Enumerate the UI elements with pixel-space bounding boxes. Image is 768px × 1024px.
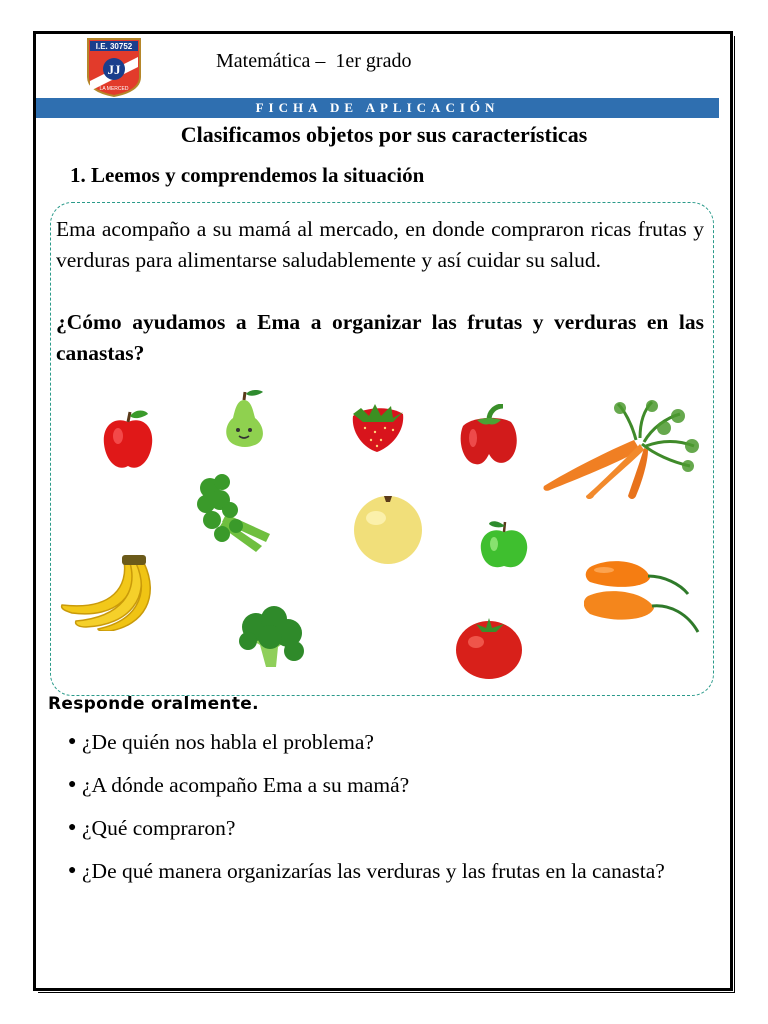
apple-icon <box>100 408 156 474</box>
question-text: ¿Qué compraron? <box>82 816 236 840</box>
logo-name-text: LA MERCED <box>99 86 129 92</box>
question-text: ¿A dónde acompaño Ema a su mamá? <box>82 773 410 797</box>
story-text: Ema acompaño a su mamá al mercado, en donde compraron ricas frutas y verduras para alimentarse saludablemente y así cuidar su salud. <box>56 217 704 272</box>
list-item <box>68 812 708 844</box>
bullet-icon: ● <box>68 863 77 878</box>
logo-letters-text: JJ <box>107 62 121 77</box>
section-heading <box>70 163 424 188</box>
story-question: ¿Cómo ayudamos a Ema a organizar las frutas y verduras en las canastas? <box>56 310 704 365</box>
logo-code-text: I.E. 30752 <box>95 42 133 51</box>
list-item <box>68 726 708 758</box>
question-text: ¿De quién nos habla el problema? <box>82 730 374 754</box>
section-label: Leemos y comprendemos la situación <box>91 163 425 187</box>
bell-pepper-icon <box>455 404 521 466</box>
question-text: ¿De qué manera organizarías las verduras y las frutas en la canasta? <box>82 859 665 883</box>
course-title: Matemática – 1er grado <box>216 50 412 72</box>
question-list <box>68 726 708 898</box>
pear-icon <box>219 388 269 448</box>
worksheet-banner: FICHA DE APLICACIÓN <box>36 98 719 118</box>
strawberry-icon <box>347 398 409 453</box>
guava-icon <box>350 490 426 566</box>
list-item <box>68 855 708 887</box>
section-number: 1. <box>70 163 86 187</box>
bullet-icon: ● <box>68 820 77 835</box>
list-item <box>68 769 708 801</box>
school-logo-icon <box>86 37 142 97</box>
broccoli-icon <box>236 605 306 671</box>
tomato-icon <box>454 614 524 680</box>
bananas-icon <box>58 555 160 631</box>
carrots-icon <box>540 400 700 500</box>
bullet-icon: ● <box>68 777 77 792</box>
page-title: Clasificamos objetos por sus características <box>180 122 588 147</box>
celery-icon <box>196 474 276 556</box>
respond-label: Responde oralmente. <box>48 694 259 714</box>
bullet-icon: ● <box>68 734 77 749</box>
green-apple-icon <box>477 518 531 570</box>
orange-peppers-icon <box>584 556 704 640</box>
